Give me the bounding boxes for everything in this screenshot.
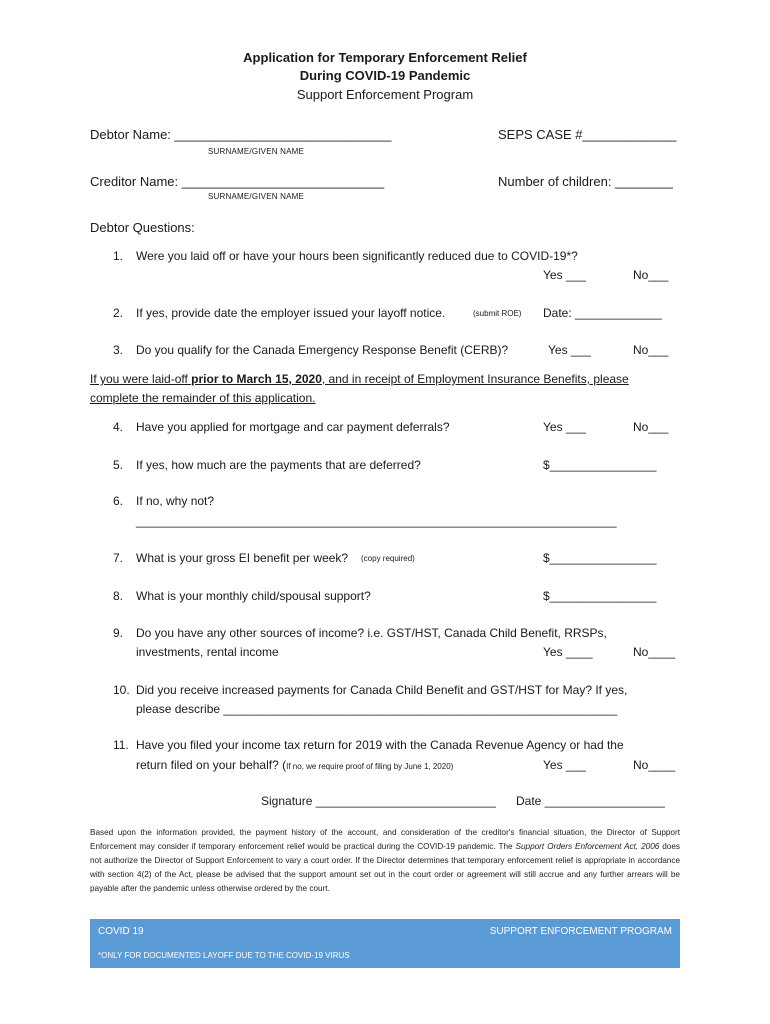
signature-date-field[interactable]: Date __________________	[516, 794, 665, 808]
disclaimer-paragraph: Based upon the information provided, the payment history of the account, and consideration of the creditor's financial situation, the Director of Support Enforcement may consider if temporary enforcement relief would be practical during the COVID-19 pandemic. The Support Orders Enforcement Act, 2006 does not authorize the Director of Support Enforcement to vary a court order. If the Director determines that temporary enforcement relief is appropriate in accordance with section 4(2) of the Act, please be advised that the support amount set out in the court order or agreement will still accrue and any further arrears will be payable after the pandemic unless otherwise ordered by the court.	[90, 828, 681, 893]
question-7-number: 7.	[113, 551, 124, 565]
question-1-text: Were you laid off or have your hours been significantly reduced due to COVID-19*?	[136, 249, 578, 263]
footer-program-label: SUPPORT ENFORCEMENT PROGRAM	[489, 926, 672, 937]
question-7-amount-field[interactable]: $________________	[543, 551, 657, 565]
question-5-number: 5.	[113, 458, 124, 472]
question-2-note: (submit ROE)	[473, 309, 522, 318]
question-6-number: 6.	[113, 494, 124, 508]
signature-field[interactable]: Signature ___________________________	[261, 794, 496, 808]
question-3-text: Do you qualify for the Canada Emergency Response Benefit (CERB)?	[136, 343, 509, 357]
question-6-answer-line[interactable]: ________________________________________________________________________	[136, 514, 617, 528]
footer-covid-label: COVID 19	[98, 926, 144, 937]
question-1-number: 1.	[113, 249, 124, 263]
question-2-text: If yes, provide date the employer issued your layoff notice.	[136, 306, 446, 320]
question-4-number: 4.	[113, 420, 124, 434]
question-4-text: Have you applied for mortgage and car payment deferrals?	[136, 420, 450, 434]
debtor-name-field[interactable]: Debtor Name: ______________________________	[90, 127, 392, 142]
debtor-name-hint: SURNAME/GIVEN NAME	[208, 147, 305, 156]
question-8-number: 8.	[113, 589, 124, 603]
form-subtitle: During COVID-19 Pandemic	[299, 68, 471, 83]
question-3-number: 3.	[113, 343, 124, 357]
question-3-yes[interactable]: Yes ___	[548, 343, 591, 357]
question-3-no[interactable]: No___	[633, 343, 669, 357]
question-5-text: If yes, how much are the payments that are deferred?	[136, 458, 421, 472]
question-10-number: 10.	[113, 683, 130, 697]
question-8-amount-field[interactable]: $________________	[543, 589, 657, 603]
question-1-no[interactable]: No___	[633, 268, 669, 282]
question-1-yes[interactable]: Yes ___	[543, 268, 586, 282]
layoff-notice-line-2: complete the remainder of this application.	[90, 391, 316, 405]
question-11-no[interactable]: No____	[633, 758, 676, 772]
creditor-name-field[interactable]: Creditor Name: ____________________________	[90, 174, 385, 189]
question-7-note: (copy required)	[361, 554, 415, 563]
footer-layoff-note: *ONLY FOR DOCUMENTED LAYOFF DUE TO THE COVID-19 VIRUS	[98, 951, 350, 960]
question-7-text: What is your gross EI benefit per week?	[136, 551, 349, 565]
question-11-text-line-2: return filed on your behalf? (If no, we require proof of filing by June 1, 2020)	[136, 758, 454, 772]
question-9-text: Do you have any other sources of income? i.e. GST/HST, Canada Child Benefit, RRSPs,	[136, 626, 607, 640]
question-9-yes[interactable]: Yes ____	[543, 645, 593, 659]
question-10-describe-field[interactable]: please describe ___________________________________________________________	[136, 702, 618, 716]
question-9-number: 9.	[113, 626, 124, 640]
question-8-text: What is your monthly child/spousal support?	[136, 589, 371, 603]
question-11-text: Have you filed your income tax return for 2019 with the Canada Revenue Agency or had the	[136, 738, 624, 752]
children-count-field[interactable]: Number of children: ________	[498, 174, 673, 189]
question-9-no[interactable]: No____	[633, 645, 676, 659]
question-11-number: 11.	[113, 738, 129, 752]
question-4-no[interactable]: No___	[633, 420, 669, 434]
layoff-notice-line-1: If you were laid-off prior to March 15, 2020, and in receipt of Employment Insurance Benefits, please	[90, 372, 629, 386]
footer-banner	[90, 919, 680, 968]
question-11-note: If no, we require proof of filing by June 1, 2020)	[286, 762, 454, 771]
question-2-number: 2.	[113, 306, 124, 320]
program-name: Support Enforcement Program	[296, 87, 474, 102]
question-2-date-field[interactable]: Date: _____________	[543, 306, 662, 320]
question-11-yes[interactable]: Yes ___	[543, 758, 586, 772]
question-5-amount-field[interactable]: $________________	[543, 458, 657, 472]
question-6-text: If no, why not?	[136, 494, 215, 508]
question-4-yes[interactable]: Yes ___	[543, 420, 586, 434]
creditor-name-hint: SURNAME/GIVEN NAME	[208, 192, 305, 201]
question-10-text: Did you receive increased payments for Canada Child Benefit and GST/HST for May? If yes,	[136, 683, 628, 697]
form-title: Application for Temporary Enforcement Relief	[243, 50, 527, 65]
seps-case-field[interactable]: SEPS CASE #_____________	[498, 127, 677, 142]
act-name: Support Orders Enforcement Act, 2006	[515, 842, 660, 851]
question-9-text-line-2: investments, rental income	[136, 645, 279, 659]
questions-heading: Debtor Questions:	[90, 220, 195, 235]
